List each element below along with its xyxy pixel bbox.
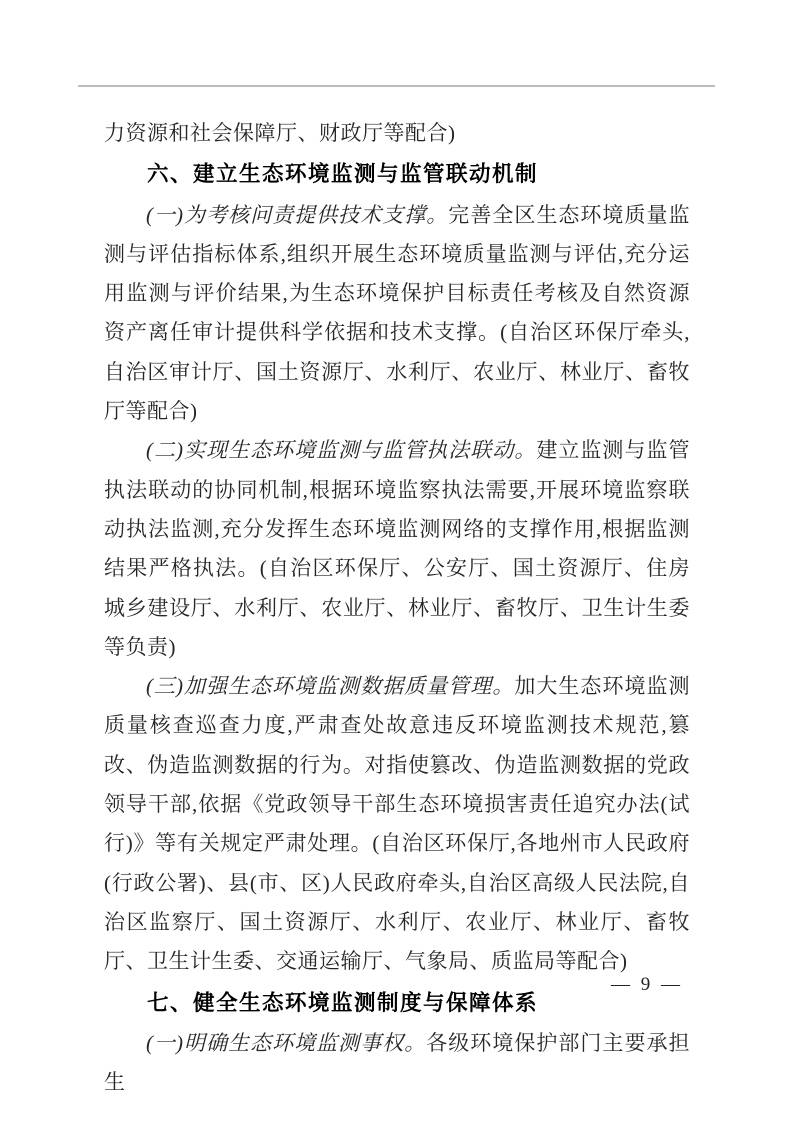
paragraph-6-3-body: 加大生态环境监测质量核查巡查力度,严肃查处故意违反环境监测技术规范,篡改、伪造监测数据的行为。对指使篡改、伪造监测数据的党政领导干部,依据《党政领导干部生态环境损害责任追究办法(试行)》等有关规定严肃处理。(自治区环保厅,各地州市人民政府(行政公署)、县(市、区)人民政府牵头,自治区高级人民法院,自治区监察厅、国土资源厅、水利厅、农业厅、林业厅、畜牧厅、卫生计生委、交通运输厅、气象局、质监局等配合) — [104, 674, 690, 974]
paragraph-6-1 — [104, 196, 690, 432]
section-heading-7: 七、健全生态环境监测制度与保障体系 — [147, 990, 539, 1015]
paragraph-6-1-body: 完善全区生态环境质量监测与评估指标体系,组织开展生态环境质量监测与评估,充分运用监测与评价结果,为生态环境保护目标责任考核及自然资源资产离任审计提供科学依据和技术支撑。(自治区环保厅牵头,自治区审计厅、国土资源厅、水利厅、农业厅、林业厅、畜牧厅等配合) — [104, 202, 690, 424]
paragraph-6-3 — [104, 667, 690, 981]
section-heading-6: 六、建立生态环境监测与监管联动机制 — [147, 162, 539, 187]
paragraph-6-3-lead: (三)加强生态环境监测数据质量管理。 — [146, 674, 515, 699]
paragraph-7-1-body: 各级环境保护部门主要承担生 — [104, 1030, 690, 1095]
continuation-text: 力资源和社会保障厅、财政厅等配合) — [104, 121, 456, 145]
paragraph-7-1-lead: (一)明确生态环境监测事权。 — [146, 1030, 427, 1055]
document-body — [104, 114, 690, 1102]
paragraph-6-2-body: 建立监测与监管执法联动的协同机制,根据环境监察执法需要,开展环境监察联动执法监测,充分发挥生态环境监测网络的支撑作用,根据监测结果严格执法。(自治区环保厅、公安厅、国土资源厅、住房城乡建设厅、水利厅、农业厅、林业厅、畜牧厅、卫生计生委等负责) — [104, 438, 690, 659]
paragraph-6-2-lead: (二)实现生态环境监测与监管执法联动。 — [146, 438, 537, 463]
header-rule — [78, 85, 715, 87]
page-number: — 9 — — [611, 974, 683, 995]
paragraph-7-1 — [104, 1024, 690, 1103]
paragraph-6-2 — [104, 431, 690, 667]
paragraph-6-1-lead: (一)为考核问责提供技术支撑。 — [146, 202, 449, 227]
